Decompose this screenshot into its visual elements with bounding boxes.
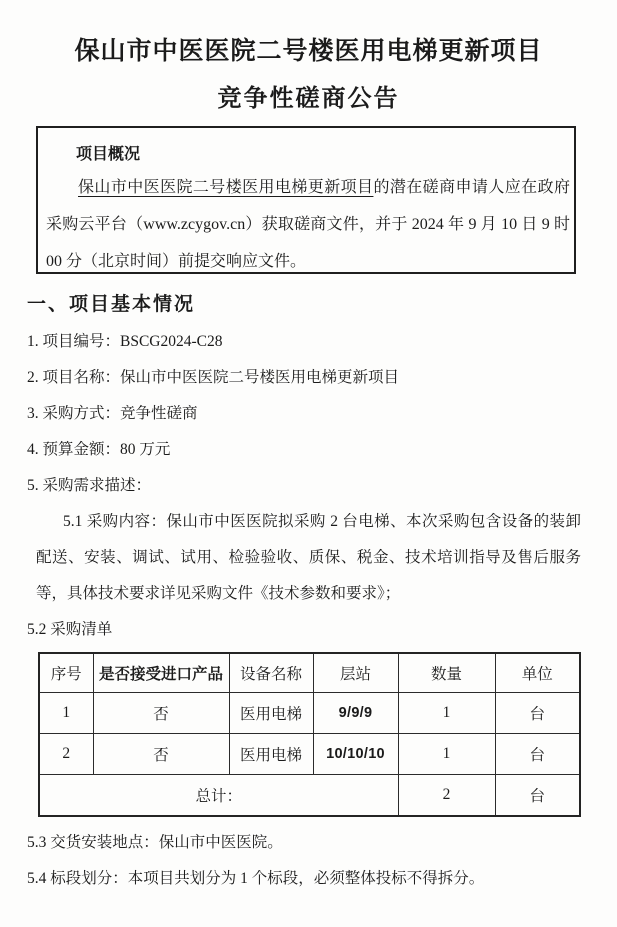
cell-import-accepted: 否: [93, 692, 229, 733]
col-header-device-name: 设备名称: [229, 653, 313, 692]
list-item-lot-division: 5.4 标段划分：本项目共划分为 1 个标段，必须整体投标不得拆分。: [27, 870, 485, 888]
col-header-quantity: 数量: [398, 653, 495, 692]
cell-import-accepted: 否: [93, 733, 229, 774]
col-header-floor-stops: 层站: [313, 653, 398, 692]
col-header-seq: 序号: [39, 653, 93, 692]
paragraph-procurement-content: 5.1 采购内容：保山市中医医院拟采购 2 台电梯、本次采购包含设备的装卸配送、安装、调试、试用、检验验收、质保、税金、技术培训指导及售后服务等，具体技术要求详见采购文件《技术参数和要求》；: [36, 513, 581, 603]
cell-floor-stops: 10/10/10: [313, 733, 398, 774]
list-item-project-number: 1. 项目编号：BSCG2024-C28: [27, 333, 223, 351]
table-total-row: [39, 774, 580, 816]
list-item-demand-description: 5. 采购需求描述：: [27, 477, 152, 495]
cell-total-quantity: 2: [398, 774, 495, 816]
document-title-line2: 竞争性磋商公告: [217, 86, 400, 113]
document-title-line1: 保山市中医医院二号楼医用电梯更新项目: [74, 38, 543, 65]
cell-quantity: 1: [398, 692, 495, 733]
overview-paragraph-rest: 的潜在磋商申请人应在政府采购云平台（www.zcygov.cn）获取磋商文件，并于 2024 年 9 月 10 日 9 时 00 分（北京时间）前提交响应文件。: [46, 179, 570, 271]
table-row: [39, 692, 580, 733]
table-header-row: [39, 653, 580, 692]
col-header-import-accepted: 是否接受进口产品: [93, 653, 229, 692]
cell-seq: 1: [39, 692, 93, 733]
procurement-list-table: [38, 652, 581, 817]
cell-total-unit: 台: [495, 774, 580, 816]
cell-unit: 台: [495, 733, 580, 774]
cell-floor-stops: 9/9/9: [313, 692, 398, 733]
cell-device-name: 医用电梯: [229, 692, 313, 733]
col-header-unit: 单位: [495, 653, 580, 692]
cell-unit: 台: [495, 692, 580, 733]
list-item-procurement-method: 3. 采购方式：竞争性磋商: [27, 405, 198, 423]
list-item-procurement-list: 5.2 采购清单: [27, 621, 113, 639]
cell-quantity: 1: [398, 733, 495, 774]
project-name-underlined: 保山市中医医院二号楼医用电梯更新项目: [78, 179, 374, 197]
cell-total-label: 总计：: [39, 774, 398, 816]
overview-heading: 项目概况: [76, 146, 141, 164]
list-item-budget: 4. 预算金额：80 万元: [27, 441, 171, 459]
cell-device-name: 医用电梯: [229, 733, 313, 774]
section-heading-basic-info: 一、项目基本情况: [27, 294, 196, 316]
list-item-project-name: 2. 项目名称：保山市中医医院二号楼医用电梯更新项目: [27, 369, 400, 387]
overview-paragraph: [46, 169, 570, 274]
basic-info-list: [0, 324, 617, 504]
project-overview-box: [36, 126, 576, 274]
table-row: [39, 733, 580, 774]
cell-seq: 2: [39, 733, 93, 774]
list-item-delivery-location: 5.3 交货安装地点：保山市中医医院。: [27, 834, 283, 852]
